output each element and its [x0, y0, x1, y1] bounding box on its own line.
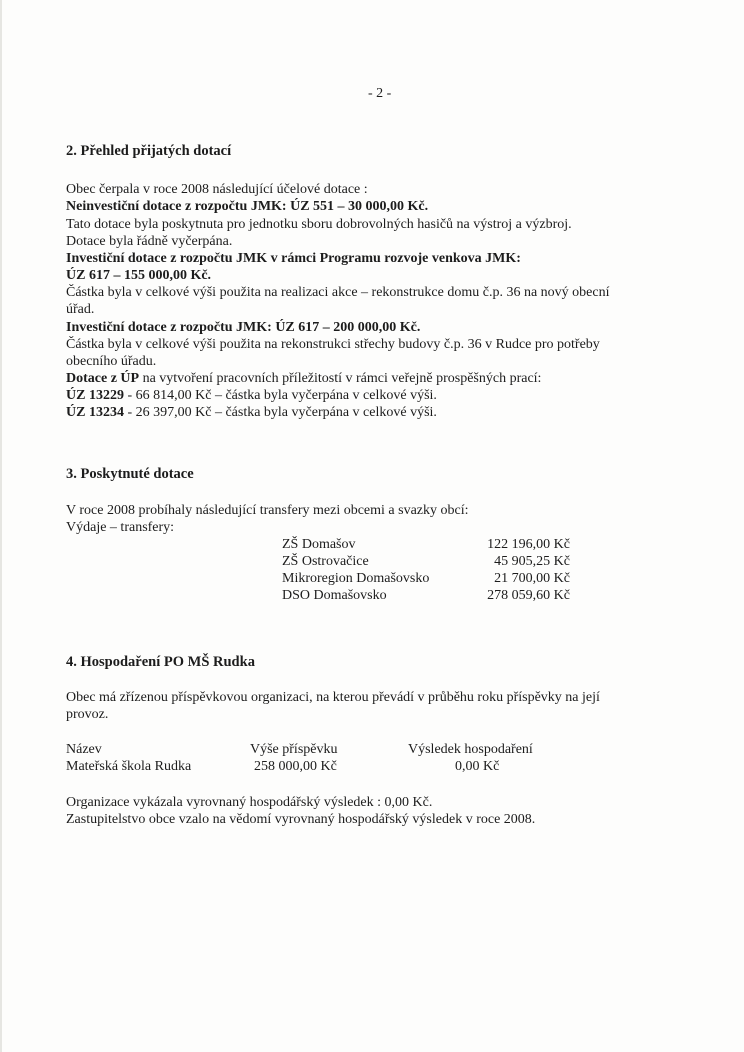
s2-uz1-text: - 66 814,00 Kč – částka byla vyčerpána v celkové výši.: [123, 388, 437, 403]
s2-up-bold: Dotace z ÚP: [66, 371, 140, 386]
s4-intro1: Obec má zřízenou příspěvkovou organizaci, na kterou převádí v průběhu roku příspěvky na její: [66, 690, 600, 705]
s4-note1: Organizace vykázala vyrovnaný hospodářský výsledek : 0,00 Kč.: [66, 795, 433, 810]
section-3-heading: 3. Poskytnuté dotace: [66, 466, 194, 482]
org-result: 0,00 Kč: [455, 759, 500, 774]
col-contrib-header: Výše příspěvku: [250, 742, 338, 757]
s2-neinv-text1: Tato dotace byla poskytnuta pro jednotku sboru dobrovolných hasičů na výstroj a výzbroj.: [66, 217, 572, 232]
s2-neinv-label: Neinvestiční dotace z rozpočtu JMK: ÚZ 551 – 30 000,00 Kč.: [66, 199, 429, 214]
s2-inv1-label2: ÚZ 617 – 155 000,00 Kč.: [66, 268, 212, 283]
transfer-amount: 122 196,00 Kč: [487, 537, 570, 552]
s2-inv1-text2: úřad.: [66, 302, 95, 317]
s2-inv2-text1: Částka byla v celkové výši použita na rekonstrukci střechy budovy č.p. 36 v Rudce pro potřeby: [66, 337, 600, 352]
section-4-heading: 4. Hospodaření PO MŠ Rudka: [66, 654, 255, 670]
transfer-name: Mikroregion Domašovsko: [282, 571, 430, 586]
s2-inv2-label: Investiční dotace z rozpočtu JMK: ÚZ 617 – 200 000,00 Kč.: [66, 320, 421, 335]
s3-intro: V roce 2008 probíhaly následující transfery mezi obcemi a svazky obcí:: [66, 503, 469, 518]
s2-inv1-label1: Investiční dotace z rozpočtu JMK v rámci Programu rozvoje venkova JMK:: [66, 251, 521, 266]
s2-uz1-code: ÚZ 13229: [66, 388, 124, 403]
s2-up-line: [66, 371, 541, 387]
org-contrib: 258 000,00 Kč: [254, 759, 337, 774]
s2-intro: Obec čerpala v roce 2008 následující účelové dotace :: [66, 182, 368, 197]
s2-neinv-text2: Dotace byla řádně vyčerpána.: [66, 234, 233, 249]
transfer-name: DSO Domašovsko: [282, 588, 387, 603]
transfer-amount: 278 059,60 Kč: [487, 588, 570, 603]
s2-uz2-code: ÚZ 13234: [66, 405, 124, 420]
s2-inv1-text1: Částka byla v celkové výši použita na realizaci akce – rekonstrukce domu č.p. 36 na nový obecní: [66, 285, 610, 300]
s4-note2: Zastupitelstvo obce vzalo na vědomí vyrovnaný hospodářský výsledek v roce 2008.: [66, 812, 536, 827]
s4-intro2: provoz.: [66, 707, 109, 722]
transfer-amount: 21 700,00 Kč: [494, 571, 570, 586]
section-2-heading: 2. Přehled přijatých dotací: [66, 143, 232, 159]
page-number: - 2 -: [368, 86, 392, 101]
org-name: Mateřská škola Rudka: [66, 759, 192, 774]
s2-up-text: na vytvoření pracovních příležitostí v rámci veřejně prospěšných prací:: [139, 371, 542, 386]
col-result-header: Výsledek hospodaření: [408, 742, 533, 757]
s2-uz1-line: [66, 388, 437, 404]
transfer-name: ZŠ Ostrovačice: [282, 554, 369, 569]
transfer-amount: 45 905,25 Kč: [494, 554, 570, 569]
s3-sub: Výdaje – transfery:: [66, 520, 175, 535]
s2-uz2-text: - 26 397,00 Kč – částka byla vyčerpána v celkové výši.: [123, 405, 437, 420]
s2-inv2-text2: obecního úřadu.: [66, 354, 157, 369]
transfer-name: ZŠ Domašov: [282, 537, 356, 552]
s2-uz2-line: [66, 405, 437, 421]
col-name-header: Název: [66, 742, 102, 757]
scan-edge: [0, 0, 2, 1052]
